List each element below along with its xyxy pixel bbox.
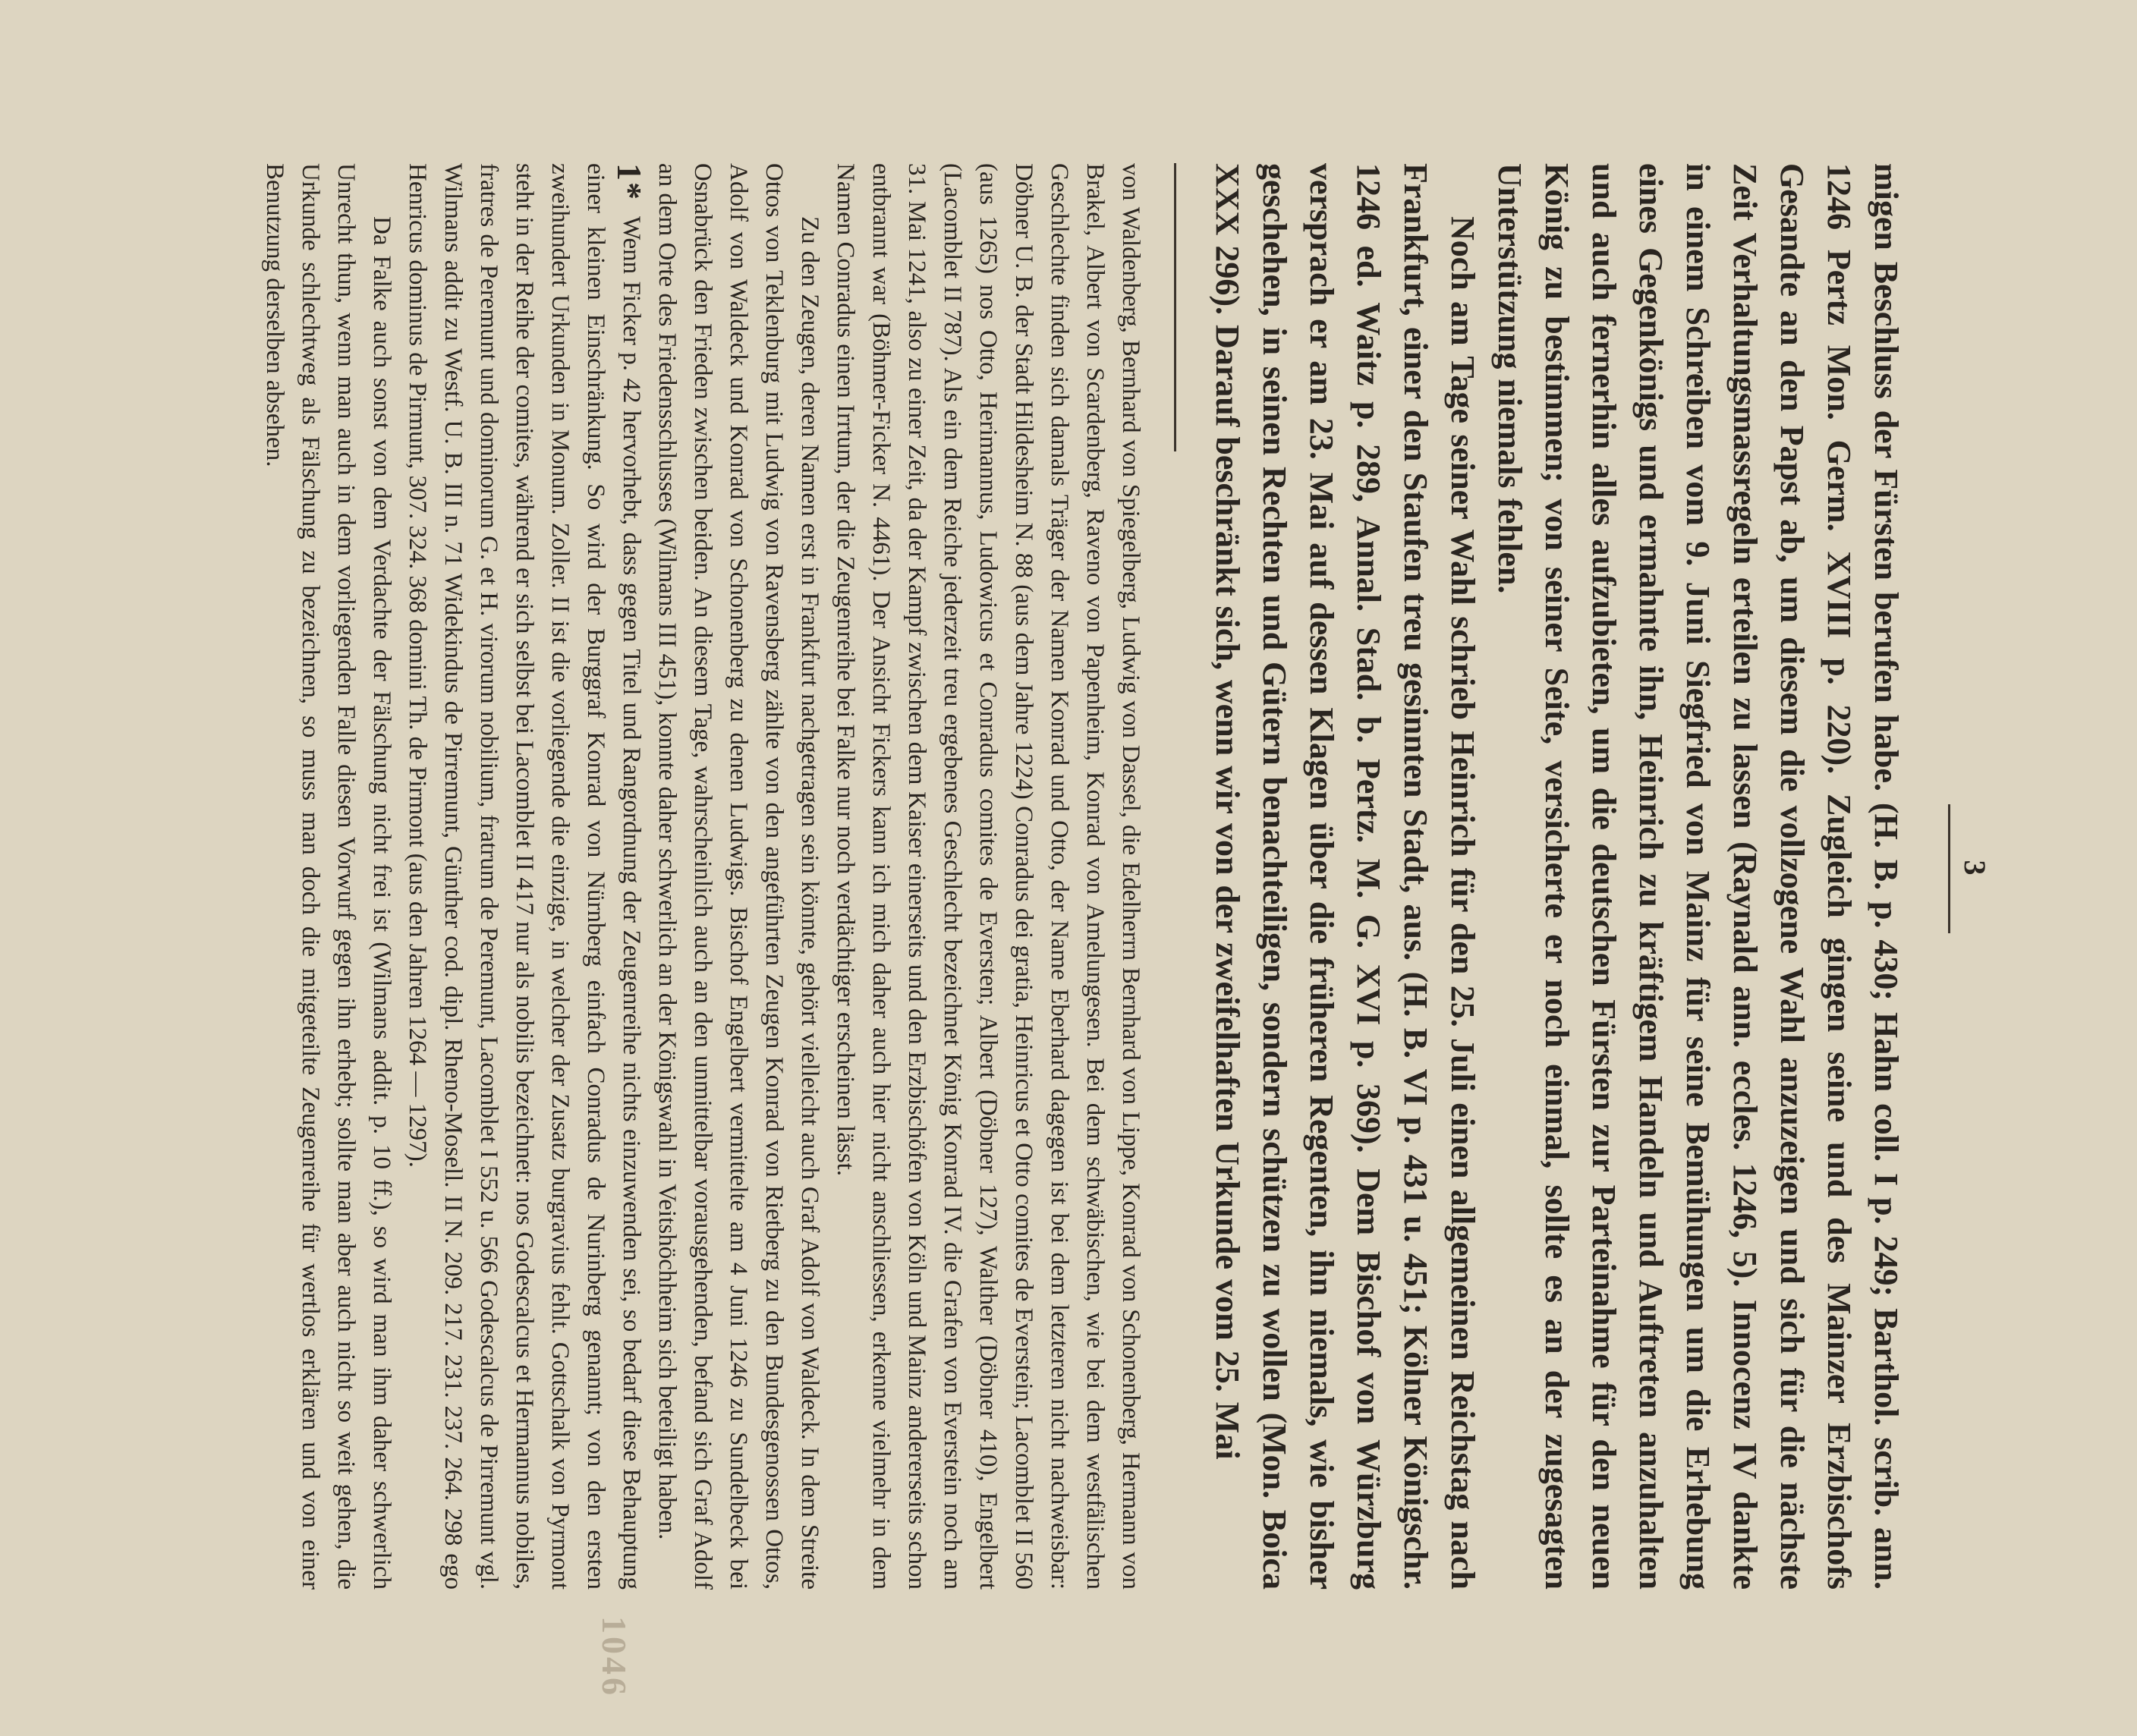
header-rule (1948, 804, 1950, 933)
main-paragraph: Noch am Tage seiner Wahl schrieb Heinrich für den 25. Juli einen allgemeinen Reichstag nach Frankfurt, einer den Staufen treu gesinnten Stadt, aus. (H. B. VI p. 431 u. 451; Kölner Königschr. 1246 ed. Waitz p. 289, Annal. Stad. b. Pertz. M. G. XVI p. 369). Dem Bischof von Würzburg versprach er am 23. Mai auf dessen Klagen über die früheren Regenten, ihn niemals, wie bisher geschehen, in seinen Rechten und Gütern benachteiligen, sondern schützen zu wollen (Mon. Boica XXX 296). Darauf beschränkt sich, wenn wir von der zweifelhaften Urkunde vom 25. Mai (1209, 163, 1481, 1590)
signature-mark: 1* (610, 163, 649, 201)
main-text (1204, 163, 1909, 1590)
faint-stamp: 1046 (595, 1616, 634, 1698)
footnote-paragraph: Zu den Zeugen, deren Namen erst in Frankfurt nachgetragen sein könnte, gehört vielleicht auch Graf Adolf von Waldeck. In dem Streite Ottos von Teklenburg mit Ludwig von Ravensberg zählte von den angeführten Zeugen Konrad von Rietberg zu den Bundesgenossen Ottos, Adolf von Waldeck und Konrad von Schonenberg zu denen Ludwigs. Bischof Engelbert vermittelte am 4 Juni 1246 zu Sundelbeck bei Osnabrück den Frieden zwischen beiden. An diesem Tage, wahrscheinlich auch an den unmittelbar vorausgehenden, befand sich Graf Adolf an dem Orte des Friedensschlusses (Wilmans III 451), konnte daher schwerlich an der Königswahl in Veitshöchheim sich beteiligt haben. (653, 163, 823, 1590)
page-number: 3 (1958, 860, 1992, 876)
footnotes (257, 163, 1148, 1590)
footnote-paragraph: von Waldenberg, Bernhard von Spiegelberg, Ludwig von Dassel, die Edelherrn Bernhard von Lippe, Konrad von Schonenberg, Hermann von Brakel, Albert von Scardenberg, Raveno von Papenheim, Konrad von Amelungesen. Bei dem schwäbischen, wie bei dem westfälischen Geschlechte finden sich damals Träger der Namen Konrad und Otto, der Name Eberhard dagegen ist bei dem letzteren nicht nachweisbar: Döbner U. B. der Stadt Hildesheim N. 88 (aus dem Jahre 1224) Conradus dei gratia, Heinricus et Otto comites de Everstein; Lacomblet II 560 (aus 1265) nos Otto, Herimannus, Ludowicus et Conradus comites de Eversten; Albert (Döbner 127), Walther (Döbner 410), Engelbert (Lacomblet II 787). Als ein dem Reiche jederzeit treu ergebenes Geschlecht bezeichnet König Konrad IV. die Grafen von Everstein noch am 31. Mai 1241, also zu einer Zeit, da der Kampf zwischen dem Kaiser einerseits und den Erzbischöfen von Köln und Mainz andererseits schon entbrannt war (Böhmer-Ficker N. 4461). Der Ansicht Fickers kann ich mich daher auch hier nicht anschliessen, erkenne vielmehr in dem Namen Conradus einen Irrtum, der die Zeugenreihe bei Falke nur noch verdächtiger erscheinen lässt. (832, 163, 1144, 1590)
footnote-paragraph: Da Falke auch sonst von dem Verdachte der Fälschung nicht frei ist (Wilmans addit. p. 10 ff.), so wird man ihm daher schwerlich Unrecht thun, wenn man auch in dem vorliegenden Falle diesen Vorwurf gegen ihn erhebt; sollte man aber auch nicht so weit gehen, die Urkunde schlechtweg als Fälschung zu bezeichnen, so muss man doch die mitgeteilte Zeugenreihe für wertlos erklären und von einer Benutzung derselben absehen. (261, 163, 395, 1590)
footnote-divider (1174, 163, 1176, 451)
main-paragraph: migen Beschluss der Fürsten berufen habe. (H. B. p. 430; Hahn coll. I p. 249; Barthol. scrib. ann. 1246 Pertz Mon. Germ. XVIII p. 220). Zugleich gingen seine und des Mainzer Erzbischofs Gesandte an den Papst ab, um diesem die vollzogene Wahl anzuzeigen und sich für die nächste Zeit Verhaltungsmassregeln erteilen zu lassen (Raynald ann. eccles. 1246, 5). Innocenz IV dankte in einem Schreiben vom 9. Juni Siegfried von Mainz für seine Bemühungen um die Erhebung eines Gegenkönigs und ermahnte ihn, Heinrich zu kräftigem Handeln und Auftreten anzuhalten und auch fernerhin alles aufzubieten, um die deutschen Fürsten zur Parteinahme für den neuen König zu bestimmen; von seiner Seite, versicherte er noch einmal, sollte es an der zugesagten Unterstützung niemals fehlen. (1491, 163, 1905, 1590)
footnote-paragraph: Wenn Ficker p. 42 hervorhebt, dass gegen Titel und Rangordnung der Zeugenreihe nichts einzuwenden sei, so bedarf diese Behauptung einer kleinen Einschränkung. So wird der Burggraf Konrad von Nürnberg einfach Conradus de Nurinberg genannt; von den ersten zweihundert Urkunden in Monum. Zoller. II ist die vorliegende die einzige, in welcher der Zusatz burgravius fehlt. Gottschalk von Pyrmont steht in der Reihe der comites, während er sich selbst bei Lacomblet II 417 nur als nobilis bezeichnet: nos Godescalcus et Hermannus nobiles, fratres de Peremunt und dominorum G. et H. virorum nobilium, fratrum de Peremunt, Lacomblet I 552 u. 566 Godescalcus de Pirremunt vgl. Wilmans addit zu Westf. U. B. III n. 71 Widekindus de Pirremunt, Günther cod. dipl. Rheno-Mosell. II N. 209. 217. 231. 237. 264. 298 ego Henricus dominus de Pirmunt, 307. 324. 368 domini Th. de Pirmont (aus den Jahren 1264 — 1297). (404, 163, 645, 1590)
text-block (257, 163, 1909, 1590)
